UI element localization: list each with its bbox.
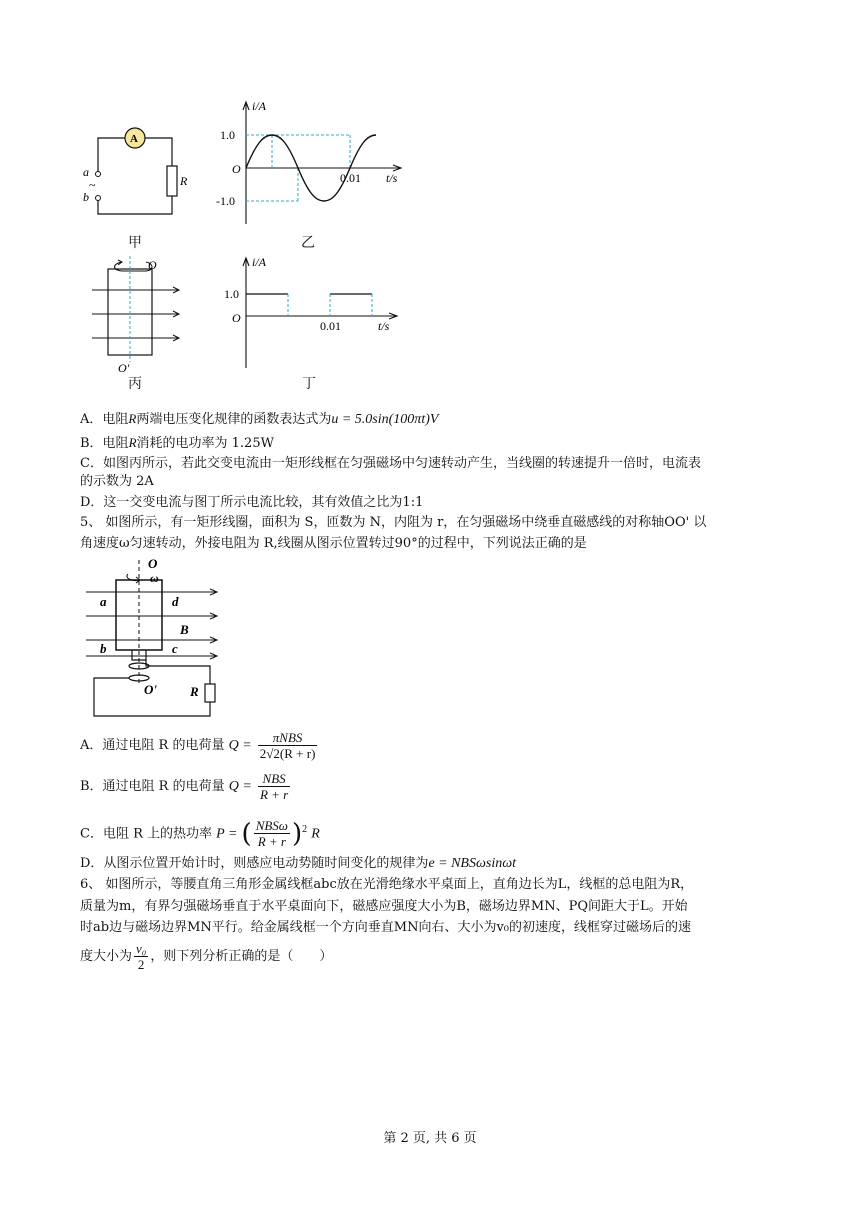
y-axis-label: i/A [252,99,266,113]
figure-ding-graph [212,252,412,370]
q5-stem-line1: 5、 如图所示，有一矩形线圈，面积为 S，匝数为 N，内阻为 r，在匀强磁场中绕垂直磁感线的对称轴OO' 以 [80,515,707,530]
q6-stem-line1: 6、 如图所示，等腰直角三角形金属线框abc放在光滑绝缘水平桌面上，直角边长为L，线框的总电阻为R， [80,877,694,892]
y-max-label: 1.0 [224,287,239,301]
terminal-a-label: a [83,165,89,179]
q4-option-b: B．电阻R消耗的电功率为 1.25W [80,435,274,451]
figure-ding-caption: 丁 [302,376,316,392]
terminal-b-label: b [83,190,89,204]
q4-option-a: A．电阻R两端电压变化规律的函数表达式为u = 5.0sin(100πt)V [80,411,439,427]
figure-yi-caption: 乙 [301,235,315,251]
ammeter-label: A [130,133,138,145]
x-axis-label: t/s [378,319,390,333]
q6-stem-line3: 时ab边与磁场边界MN平行。给金属线框一个方向垂直MN向右、大小为v₀的初速度，线框穿过磁场后的速 [80,920,692,935]
corner-a-label: a [100,594,107,609]
q6-stem-line4: 度大小为 $\frac{\text{v₀}}{2}$ ，则下列分析正确的是（ ） [80,940,333,972]
resistor-label: R [180,174,188,188]
y-max-label: 1.0 [220,128,235,142]
ac-symbol: ~ [89,178,96,192]
axis-top-label: O [148,258,157,272]
q5-option-c: C．电阻 R 上的热功率 P = ( $\frac{\text{NBSω}}{R + r}$ )$^2$ R [80,817,320,849]
x-tick-label: 0.01 [320,319,341,333]
y-axis-label: i/A [252,255,266,269]
omega-label: ω [150,571,159,585]
q5-option-a: A．通过电阻 R 的电荷量 Q = $\frac{\text{πNBS}}{2√2(R + r)}$ [80,729,316,761]
axis-bottom-label: O' [118,361,130,374]
figure-q5-coil [84,556,224,722]
origin-label: O [232,311,241,325]
q5-option-b: B．通过电阻 R 的电荷量 Q = $\frac{\text{NBS}}{R + r}$ [80,770,289,802]
corner-d-label: d [172,594,179,609]
figure-bing-caption: 丙 [128,376,142,392]
corner-b-label: b [100,641,107,656]
q4-option-c: C．如图丙所示，若此交变电流由一矩形线框在匀强磁场中匀速转动产生，当线圈的转速提升一倍时，电流表 [80,456,701,471]
figure-jia-caption: 甲 [128,235,142,251]
q5-stem-line2: 角速度ω匀速转动，外接电阻为 R,线圈从图示位置转过90°的过程中，下列说法正确的是 [80,536,587,551]
figure-bing-coil [88,252,188,374]
axis-o-label: O [148,556,158,571]
q5-option-d: D．从图示位置开始计时，则感应电动势随时间变化的规律为e = NBSωsinωt [80,856,516,871]
q4-option-d: D．这一交变电流与图丁所示电流比较，其有效值之比为1:1 [80,495,424,510]
x-tick-label: 0.01 [340,171,361,185]
x-axis-label: t/s [386,171,398,185]
figure-jia-circuit [80,118,190,218]
page-footer: 第 2 页, 共 6 页 [383,1131,477,1146]
field-b-label: B [180,622,189,637]
q4-option-c-cont: 的示数为 2A [80,474,154,489]
resistor-r-label: R [190,684,199,699]
corner-c-label: c [172,641,178,656]
origin-label: O [232,162,241,176]
y-min-label: -1.0 [216,194,235,208]
figure-yi-graph [212,96,412,228]
q6-stem-line2: 质量为m，有界匀强磁场垂直于水平桌面向下，磁感应强度大小为B，磁场边界MN、PQ间距大于L。开始 [80,899,688,914]
axis-o-prime-label: O' [144,682,157,697]
